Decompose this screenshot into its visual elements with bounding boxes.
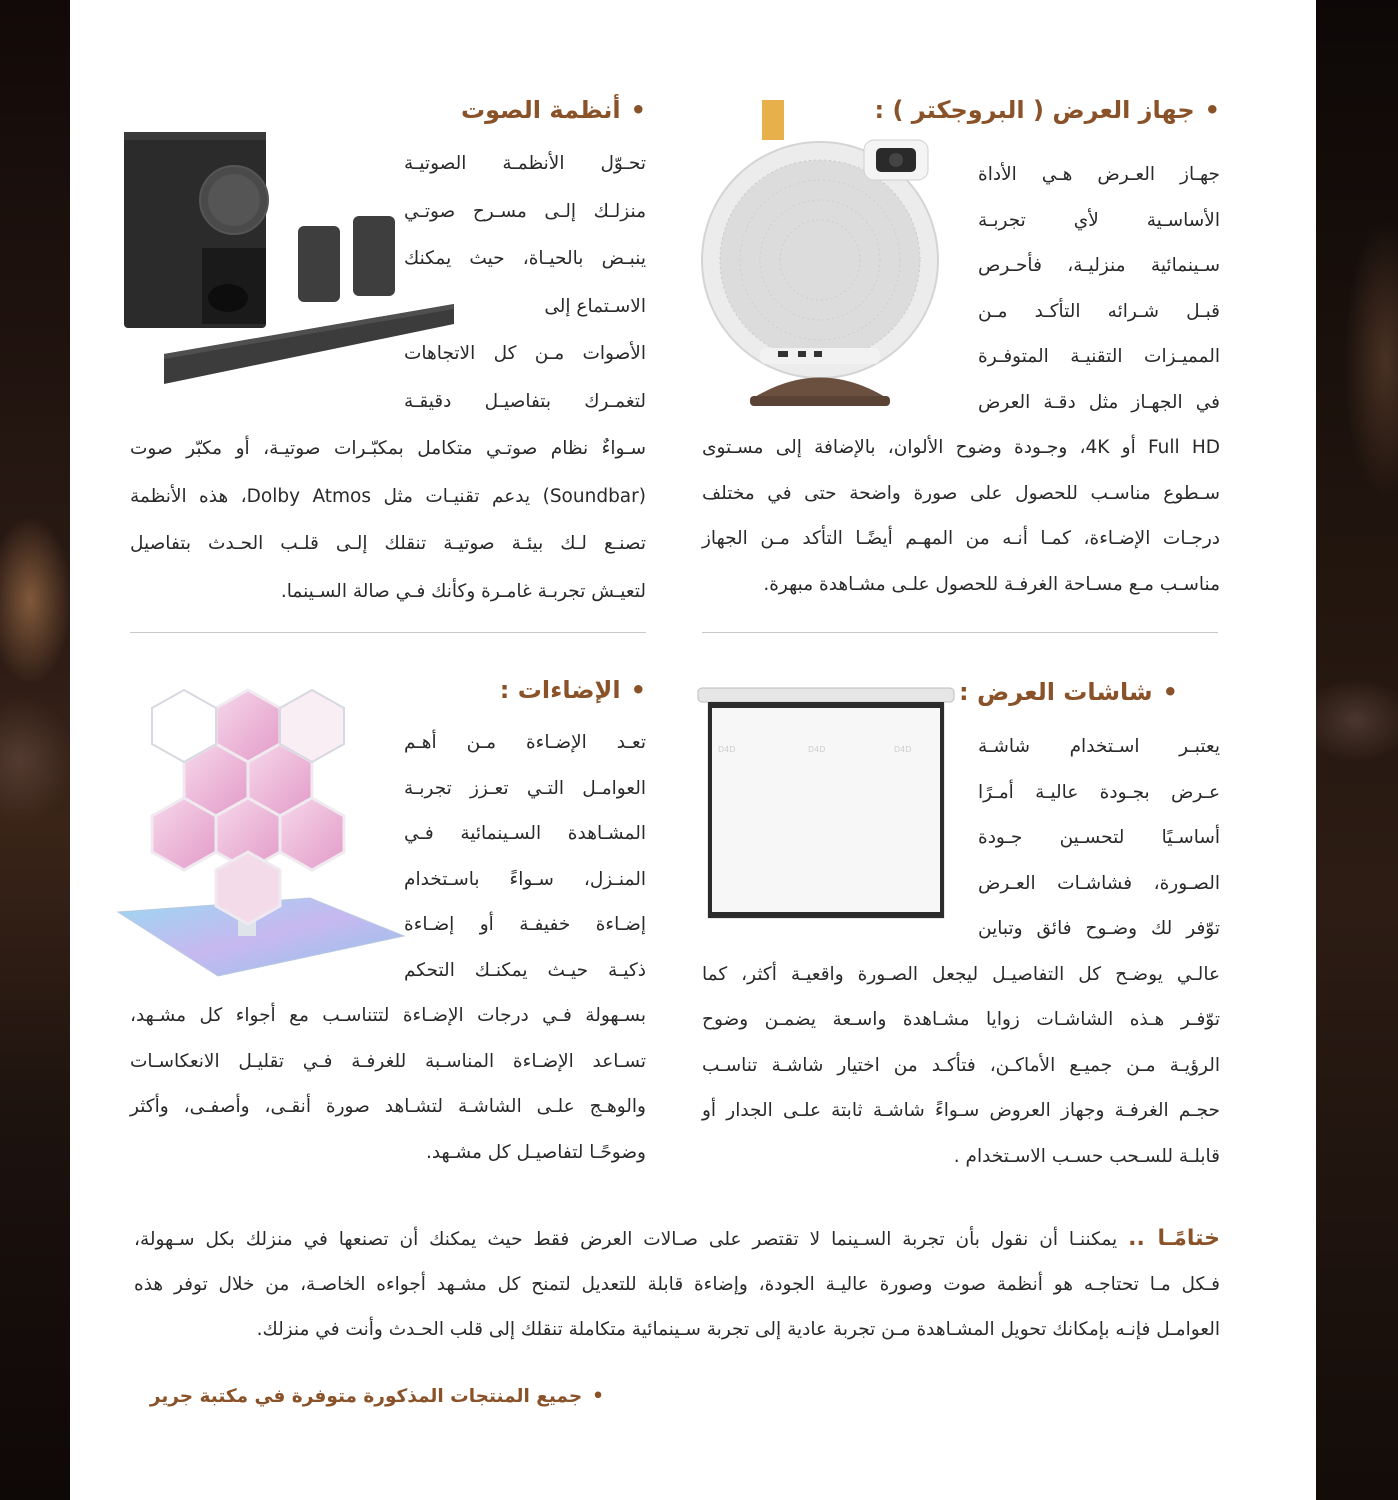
text-line: عالـي يوضـح كل التفاصيـل ليجعل الصـورة واقعيـة أكثر، كما bbox=[702, 963, 1220, 985]
text-line: قبـل شـرائه التأكـد مـن bbox=[978, 300, 1220, 322]
text-line: بسـهولة فـي درجات الإضـاءة لتتناسـب مع أجواء كل مشـهد، bbox=[130, 1005, 646, 1026]
conclusion-line: ختامًـا .. يمكننـا أن نقول بأن تجربة السـينما لا تقتصر على صـالات العرض فقط حيث يمكنك أن تصنعها في منزلك بكل سـهولة، bbox=[134, 1226, 1220, 1251]
bullet-icon: • bbox=[630, 96, 646, 124]
text-line: تصنـع لـك بيئـة صوتيـة تنقلك إلـى قلـب الحـدث بتفاصيل bbox=[130, 533, 646, 554]
text-line: يعتبـر اسـتخدام شاشـة bbox=[978, 736, 1220, 757]
lighting-body bbox=[130, 720, 646, 1175]
footer-note: •جميع المنتجات المذكورة متوفرة في مكتبة جرير bbox=[149, 1386, 604, 1407]
text-line: تحـوّل الأنظمـة الصوتيـة bbox=[404, 153, 646, 174]
watermark-text: D4D bbox=[894, 745, 912, 754]
text-line: تعـد الإضـاءة مـن أهـم bbox=[404, 732, 646, 753]
text-line: درجـات الإضـاءة، كمـا أنـه من المهـم أيضًـا التأكد مـن الجهاز bbox=[702, 528, 1220, 549]
article-page bbox=[70, 0, 1316, 1500]
conclusion-line: العوامـل فإنـه بإمكانك تحويل المشـاهدة مـن تجربة عادية إلى تجربة سـينمائية متكاملة تنقلك إلى قلب الحـدث وأنت في منزلك. bbox=[256, 1319, 1220, 1340]
text-line: الرؤيـة مـن جميـع الأماكـن، فتأكـد من اختيار شاشـة تناسـب bbox=[702, 1054, 1220, 1076]
screens-heading: •شاشات العرض : bbox=[959, 678, 1178, 706]
text-line: (Soundbar) يدعم تقنيـات مثل Dolby Atmos، هذه الأنظمة bbox=[130, 485, 646, 507]
text-line: المنـزل، سـواءً باسـتخدام bbox=[404, 868, 646, 890]
text-line: ذكيـة حيـث يمكنـك التحكم bbox=[404, 959, 646, 981]
lighting-heading: •الإضاءات : bbox=[499, 676, 646, 704]
background-left-edge bbox=[0, 0, 70, 1500]
text-line: الأساسـية لأي تجربـة bbox=[978, 209, 1220, 231]
watermark-text: D4D bbox=[808, 745, 826, 754]
text-line: ينبـض بالحيـاة، حيث يمكنك bbox=[404, 248, 646, 269]
text-line: سـينمائية منزليـة، فأحـرص bbox=[978, 255, 1220, 276]
text-line: إضـاءة خفيفـة أو إضـاءة bbox=[404, 914, 646, 935]
text-line: لتغمـرك بتفاصيـل دقيقـة bbox=[404, 390, 646, 412]
text-line: الصـورة، فشاشـات العـرض bbox=[978, 872, 1220, 894]
text-line: أساسـيًا لتحسـين جـودة bbox=[978, 827, 1220, 848]
text-line: المميـزات التقنيـة المتوفـرة bbox=[978, 346, 1220, 367]
text-line: سـواءٌ نظام صوتـي متكامل بمكبّـرات صوتيـة، أو مكبّر صوت bbox=[130, 438, 646, 459]
text-line: منزلـك إلـى مسـرح صوتـي bbox=[404, 200, 646, 222]
projector-body bbox=[702, 152, 1220, 607]
text-line: توّفر لك وضـوح فائق وتباين bbox=[978, 918, 1220, 939]
watermark-text: D4D bbox=[718, 745, 736, 754]
text-line: سـطوع مناسـب للحصول على صورة واضحة حتى في مختلف bbox=[702, 482, 1220, 504]
bullet-icon: • bbox=[1162, 678, 1178, 706]
section-divider bbox=[702, 632, 1218, 633]
conclusion-label: ختامًـا .. bbox=[1128, 1226, 1220, 1251]
screens-body bbox=[702, 724, 1220, 1179]
bullet-icon: • bbox=[630, 676, 646, 704]
text-line: مناسـب مـع مسـاحة الغرفـة للحصول علـى مشـاهدة مبهرة. bbox=[763, 573, 1220, 595]
text-line: عـرض بجـودة عاليـة أمـرًا bbox=[978, 781, 1220, 803]
text-line: جهـاز العـرض هـي الأداة bbox=[978, 164, 1220, 185]
text-line: لتعيـش تجربـة غامـرة وكأنك فـي صالة السـينما. bbox=[280, 580, 646, 602]
text-line: المشـاهدة السـينمائية فـي bbox=[404, 823, 646, 844]
text-line: حجـم الغرفـة وجهاز العروض سـواءً شاشـة ثابتة علـى الجدار أو bbox=[702, 1100, 1220, 1121]
background-right-edge bbox=[1316, 0, 1398, 1500]
text-line: وضوحًـا لتفاصيـل كل مشـهد. bbox=[425, 1141, 646, 1163]
text-line: قابلـة للسـحب حسـب الاسـتخدام . bbox=[953, 1145, 1220, 1167]
projector-heading: •جهاز العرض ( البروجكتر ) : bbox=[874, 96, 1220, 124]
text-line: تسـاعد الإضـاءة المناسـبة للغرفـة فـي تقليـل الانعكاسـات bbox=[130, 1050, 646, 1072]
bullet-icon: • bbox=[1204, 96, 1220, 124]
text-line: الأصوات مـن كل الاتجاهات bbox=[404, 343, 646, 364]
text-line: في الجهـاز مثل دقـة العرض bbox=[978, 391, 1220, 413]
text-line: الاسـتماع إلى bbox=[544, 295, 646, 317]
text-line: والوهـج علـى الشاشـة لتشـاهد صورة أنقـى، وأصفـى، وأكثر bbox=[130, 1096, 646, 1117]
sound-heading: •أنظمة الصوت bbox=[460, 96, 646, 124]
bullet-icon: • bbox=[592, 1386, 604, 1407]
conclusion-line: فـكل مـا تحتاجـه هو أنظمة صوت وصورة عاليـة الجودة، وإضاءة قابلة للتعديل لتمنح كل مشـهد أجواءه الخاصـة، من خلال توفر هذه bbox=[134, 1274, 1220, 1295]
text-line: Full HD أو 4K، وجـودة وضوح الألوان، بالإضافة إلى مسـتوى bbox=[702, 437, 1220, 458]
conclusion bbox=[134, 1216, 1220, 1352]
text-line: توّفـر هـذه الشاشـات زوايا مشـاهدة واسـعة يضمـن وضوح bbox=[702, 1009, 1220, 1030]
text-line: العوامـل التـي تعـزز تجربـة bbox=[404, 777, 646, 799]
sound-body bbox=[130, 140, 646, 615]
section-divider bbox=[130, 632, 646, 633]
